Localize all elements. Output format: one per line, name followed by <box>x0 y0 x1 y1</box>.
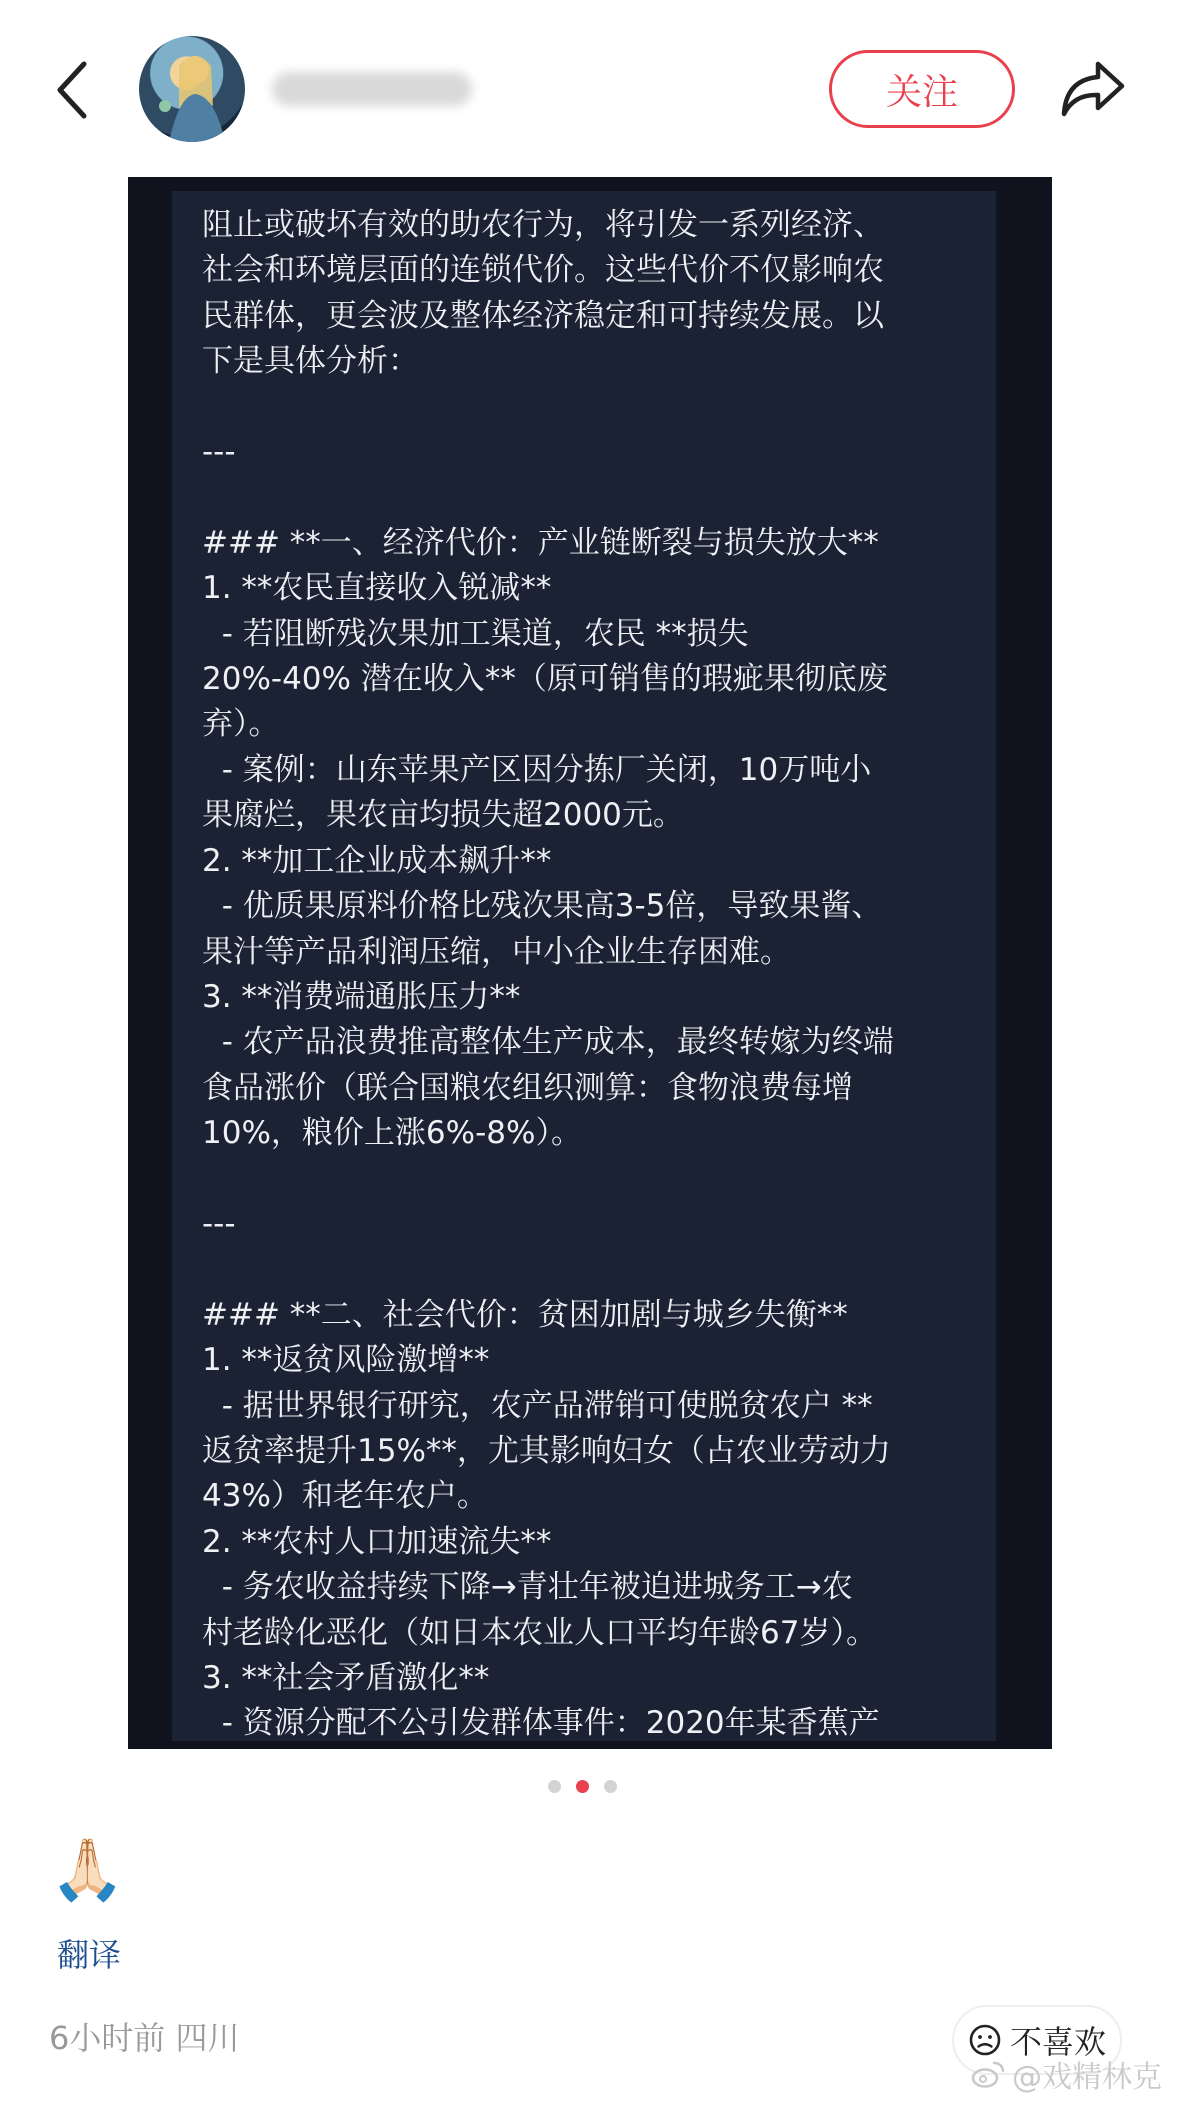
share-arrow-icon <box>1058 58 1128 120</box>
share-button[interactable] <box>1058 58 1128 120</box>
post-image[interactable] <box>128 177 1052 1749</box>
pager-dot-3[interactable] <box>604 1780 617 1793</box>
watermark <box>970 2052 1162 2096</box>
pager-dot-1[interactable] <box>548 1780 561 1793</box>
post-image-text: 阻止或破坏有效的助农行为，将引发一系列经济、 社会和环境层面的连锁代价。这些代价不仅影响农 民群体，更会波及整体经济稳定和可持续发展。以 下是具体分析： --- ### **一、经济代价：产业链断裂与损失放大** 1. **农民直接收入锐减** - 若阻断残次果加工渠道，农民 **损失 20%-40% 潜在收入**（原可销售的瑕疵果彻底废 弃）。 - 案例：山东苹果产区因分拣厂关闭，10万吨小 果腐烂，果农亩均损失超2000元。 2. **加工企业成本飙升** - 优质果原料价格比残次果高3-5倍，导致果酱、 果汁等产品利润压缩，中小企业生存困难。 3. **消费端通胀压力** - 农产品浪费推高整体生产成本，最终转嫁为终端 食品涨价（联合国粮农组织测算：食物浪费每增 10%，粮价上涨6%-8%）。 --- ### **二、社会代价：贫困加剧与城乡失衡** 1. **返贫风险激增** - 据世界银行研究，农产品滞销可使脱贫农户 ** 返贫率提升15%**，尤其影响妇女（占农业劳动力 43%）和老年农户。 2. **农村人口加速流失** - 务农收益持续下降→青壮年被迫进城务工→农 村老龄化恶化（如日本农业人口平均年龄67岁）。 3. **社会矛盾激化** - 资源分配不公引发群体事件：2020年某香蕉产 <box>202 207 894 1741</box>
back-button[interactable] <box>50 58 98 122</box>
pager-dot-2-active[interactable] <box>576 1780 589 1793</box>
avatar[interactable] <box>139 36 245 142</box>
post-emoji: 🙏🏻 <box>50 1835 125 1905</box>
post-meta: 6小时前 四川 <box>49 2019 240 2057</box>
avatar-illustration <box>139 36 245 142</box>
username[interactable] <box>272 72 472 106</box>
image-pager <box>548 1780 617 1793</box>
watermark-text: @戏精林克 <box>1012 2060 1162 2095</box>
chevron-left-icon <box>50 58 98 122</box>
post-image-content <box>172 191 996 1741</box>
follow-button[interactable]: 关注 <box>829 50 1015 128</box>
translate-link[interactable]: 翻译 <box>57 1936 122 1974</box>
weibo-logo-icon <box>970 2059 1006 2089</box>
dislike-label: 不喜欢 <box>1009 2023 1106 2061</box>
